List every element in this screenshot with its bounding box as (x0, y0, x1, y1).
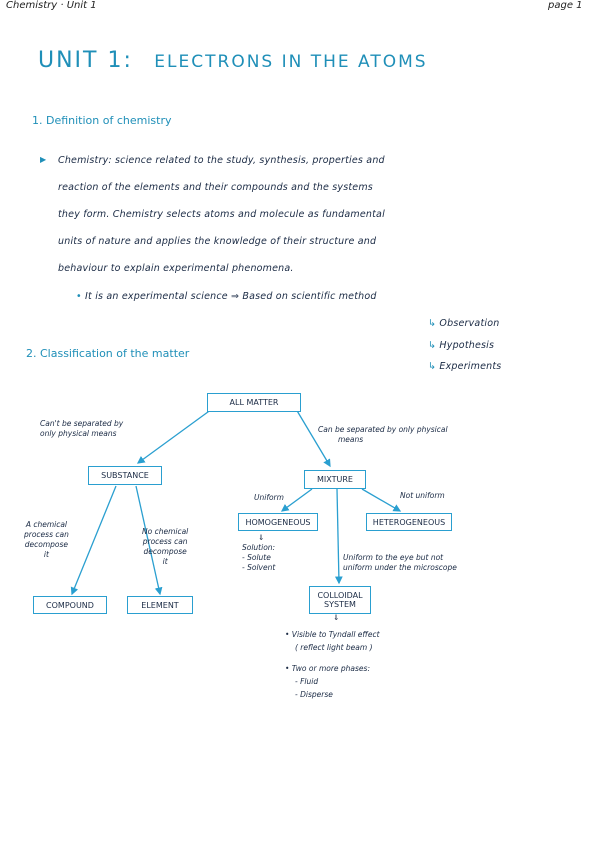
colloid-properties (285, 628, 380, 701)
experimental-science-note: • It is an experimental science ⇒ Based on scientific method (76, 291, 377, 302)
definition-line: Chemistry: science related to the study, synthesis, properties and (58, 155, 385, 166)
box-line: COLLOIDAL (317, 591, 363, 600)
triangle-bullet-icon: ▶ (40, 155, 47, 164)
list-item: - Fluid (295, 677, 319, 686)
note-line: it (43, 550, 49, 559)
label-line: means (338, 435, 364, 444)
note-line: - Solvent (242, 563, 276, 572)
title-prefix: UNIT 1: (38, 48, 133, 73)
experimental-science-text: It is an experimental science ⇒ Based on scientific method (85, 291, 377, 302)
header-left: Chemistry · Unit 1 (6, 0, 97, 11)
note-line: Uniform to the eye but not (343, 553, 444, 562)
list-item: • Two or more phases: (285, 664, 370, 673)
all-matter-box: ALL MATTER (207, 393, 301, 412)
substance-box: SUBSTANCE (88, 466, 162, 485)
list-item: ( reflect light beam ) (295, 643, 373, 652)
element-note (142, 527, 188, 567)
method-step-label: Observation (439, 318, 500, 329)
element-box: ELEMENT (127, 596, 193, 614)
section-heading-classification: 2. Classification of the matter (26, 347, 190, 360)
note-line: Solution: (242, 543, 276, 552)
note-line: uniform under the microscope (343, 563, 457, 572)
solution-note (242, 533, 275, 573)
method-step-label: Experiments (439, 361, 502, 372)
right-branch-label (318, 425, 448, 445)
note-line: it (162, 557, 168, 566)
down-arrow-icon: ⇓ (333, 613, 340, 622)
colloidal-system-box (309, 586, 371, 614)
colloid-description (343, 553, 457, 573)
header-right: page 1 (548, 0, 583, 11)
label-line: only physical means (40, 429, 117, 438)
not-uniform-label: Not uniform (400, 491, 445, 500)
section-heading-definition: 1. Definition of chemistry (32, 114, 172, 127)
method-step-label: Hypothesis (439, 340, 495, 351)
definition-line: units of nature and applies the knowledge of their structure and (58, 236, 377, 247)
note-line: No chemical (142, 527, 189, 536)
mixture-box: MIXTURE (304, 470, 366, 489)
title-main: ELECTRONS IN THE ATOMS (154, 52, 428, 72)
definition-line: reaction of the elements and their compounds and the systems (58, 182, 373, 193)
list-item: • Visible to Tyndall effect (285, 630, 380, 639)
compound-box: COMPOUND (33, 596, 107, 614)
definition-line: they form. Chemistry selects atoms and molecule as fundamental (58, 209, 385, 220)
hook-arrow-icon: ↳ (428, 340, 437, 351)
compound-note (24, 520, 69, 560)
left-branch-label (40, 419, 123, 439)
note-line: decompose (143, 547, 187, 556)
note-line: decompose (24, 540, 69, 549)
list-item: - Disperse (295, 690, 333, 699)
note-line: - Solute (242, 553, 271, 562)
note-line: A chemical (25, 520, 68, 529)
note-line: process can (142, 537, 188, 546)
label-line: Can't be separated by (40, 419, 124, 428)
uniform-label: Uniform (254, 493, 284, 502)
note-line: process can (24, 530, 69, 539)
hook-arrow-icon: ↳ (428, 361, 437, 372)
label-line: Can be separated by only physical (318, 425, 448, 434)
definition-line: behaviour to explain experimental phenomena. (58, 263, 294, 274)
down-arrow-icon: ⇓ (258, 533, 265, 542)
heterogeneous-box: HETEROGENEOUS (366, 513, 452, 531)
hook-arrow-icon: ↳ (428, 318, 437, 329)
homogeneous-box: HOMOGENEOUS (238, 513, 318, 531)
box-line: SYSTEM (324, 600, 356, 609)
